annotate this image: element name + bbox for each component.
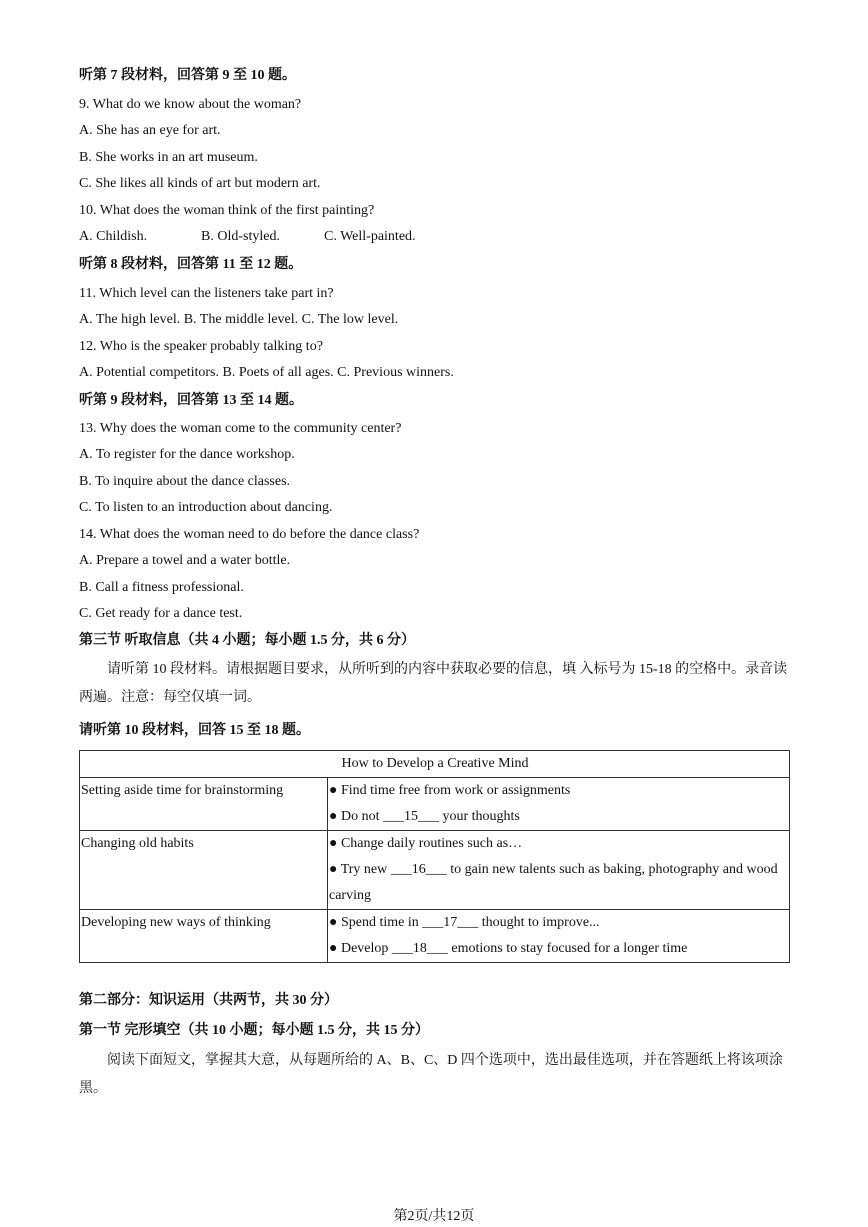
section-heading-8: 听第 8 段材料，回答第 11 至 12 题。 <box>79 257 303 272</box>
bullet-item-blank-15: ● Do not ___15___ your thoughts <box>329 809 520 824</box>
part3-heading: 第三节 听取信息（共 4 小题；每小题 1.5 分，共 6 分） <box>79 633 415 648</box>
question-11: 11. Which level can the listeners take part in? <box>79 286 334 301</box>
option-10a: A. Childish. <box>79 229 148 244</box>
bullet-item-blank-17: ● Spend time in ___17___ thought to improve... <box>329 915 600 930</box>
part3-instruction: 请听第 10 段材料。请根据题目要求，从所听到的内容中获取必要的信息，填 入标号为 15-18 的空格中。录音读两遍。注意：每空仅填一词。 <box>79 662 788 705</box>
question-13: 13. Why does the woman come to the community center? <box>79 421 402 436</box>
question-12: 12. Who is the speaker probably talking to? <box>79 339 323 354</box>
options-11: A. The high level. B. The middle level. C. The low level. <box>79 312 399 327</box>
table-row <box>80 910 790 963</box>
cloze-instruction: 阅读下面短文，掌握其大意，从每题所给的 A、B、C、D 四个选项中，选出最佳选项，并在答题纸上将该项涂黑。 <box>79 1053 783 1096</box>
option-9a: A. She has an eye for art. <box>79 123 221 138</box>
section-heading-10: 请听第 10 段材料，回答 15 至 18 题。 <box>79 723 310 738</box>
row-content <box>328 831 790 910</box>
bullet-item-blank-16: ● Try new ___16___ to gain new talents such as baking, photography and wood carving <box>329 862 778 903</box>
bullet-item: ● Find time free from work or assignments <box>329 783 571 798</box>
option-10b: B. Old-styled. <box>201 229 280 244</box>
option-9b: B. She works in an art museum. <box>79 150 258 165</box>
row-label: Changing old habits <box>80 831 328 910</box>
question-10: 10. What does the woman think of the first painting? <box>79 203 375 218</box>
bullet-item: ● Change daily routines such as… <box>329 836 523 851</box>
options-12: A. Potential competitors. B. Poets of all ages. C. Previous winners. <box>79 365 454 380</box>
question-14: 14. What does the woman need to do before the dance class? <box>79 527 420 542</box>
bullet-item-blank-18: ● Develop ___18___ emotions to stay focused for a longer time <box>329 941 688 956</box>
option-10c: C. Well-painted. <box>324 229 416 244</box>
option-13a: A. To register for the dance workshop. <box>79 447 295 462</box>
part2-heading: 第二部分：知识运用（共两节，共 30 分） <box>79 993 338 1008</box>
row-label: Setting aside time for brainstorming <box>80 778 328 831</box>
row-content <box>328 778 790 831</box>
row-content <box>328 910 790 963</box>
option-14a: A. Prepare a towel and a water bottle. <box>79 553 291 568</box>
info-table <box>79 750 790 963</box>
option-14b: B. Call a fitness professional. <box>79 580 244 595</box>
cloze-heading: 第一节 完形填空（共 10 小题；每小题 1.5 分，共 15 分） <box>79 1023 429 1038</box>
option-14c: C. Get ready for a dance test. <box>79 606 243 621</box>
table-row <box>80 831 790 910</box>
table-row <box>80 778 790 831</box>
section-heading-9: 听第 9 段材料，回答第 13 至 14 题。 <box>79 393 303 408</box>
option-13c: C. To listen to an introduction about dancing. <box>79 500 333 515</box>
question-9: 9. What do we know about the woman? <box>79 97 302 112</box>
page-number: 第2页/共12页 <box>393 1209 475 1224</box>
section-heading-7: 听第 7 段材料，回答第 9 至 10 题。 <box>79 68 296 83</box>
option-9c: C. She likes all kinds of art but modern art. <box>79 176 321 191</box>
option-13b: B. To inquire about the dance classes. <box>79 474 291 489</box>
options-10 <box>79 228 416 246</box>
table-title: How to Develop a Creative Mind <box>80 751 790 778</box>
row-label: Developing new ways of thinking <box>80 910 328 963</box>
